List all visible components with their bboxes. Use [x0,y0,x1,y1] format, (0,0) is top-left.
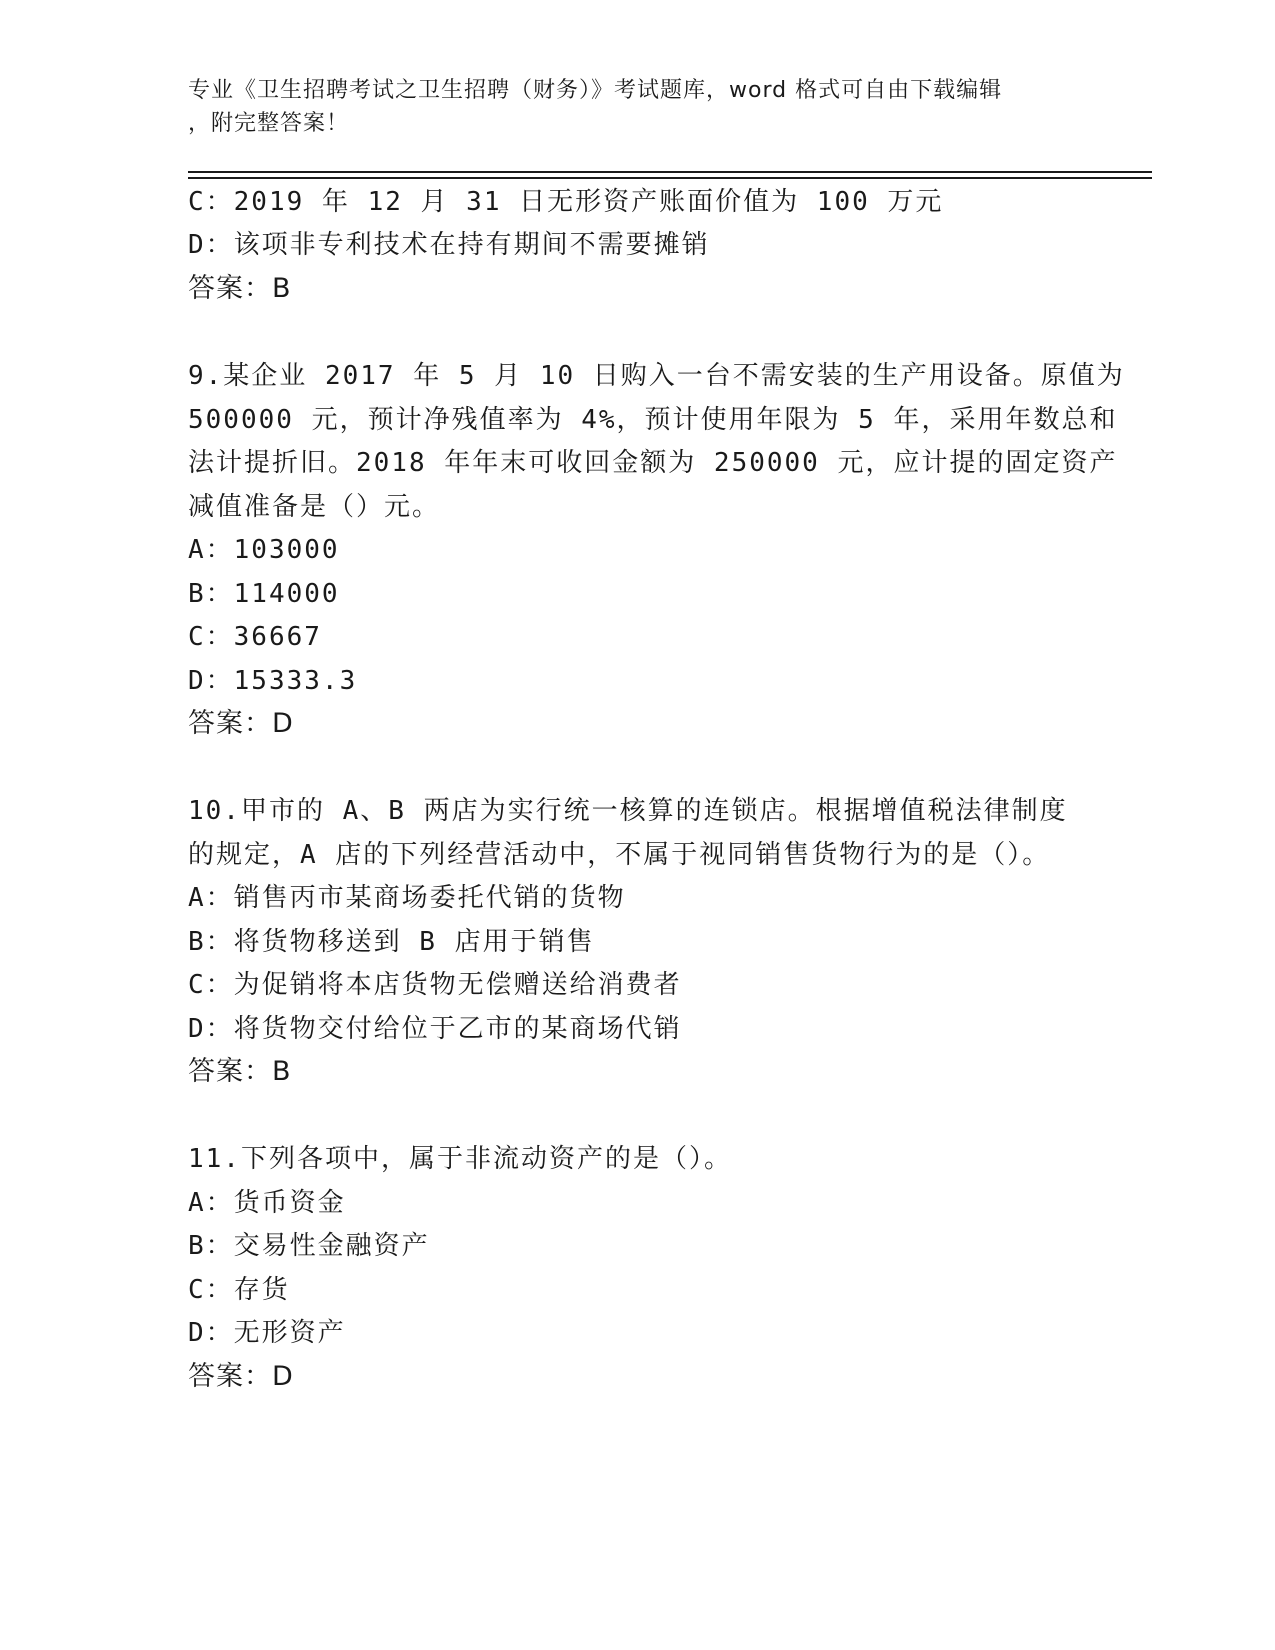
q9-option-c: C：36667 [188,622,322,652]
q9-stem-line-4: 减值准备是（）元。 [188,492,441,522]
q9-stem-line-2: 500000 元，预计净残值率为 4%，预计使用年限为 5 年，采用年数总和 [188,405,1118,435]
q9-option-d: D：15333.3 [188,666,358,696]
header-divider-bottom [188,177,1152,179]
q11-option-d: D：无形资产 [188,1318,346,1348]
partial-option-d: D：该项非专利技术在持有期间不需要摊销 [188,230,710,260]
header-divider-top [188,171,1152,173]
q9-answer: 答案：D [188,708,294,739]
header-line-2: ，附完整答案！ [188,111,350,136]
q9-option-a: A：103000 [188,535,340,565]
q10-stem-line-1: 10.甲市的 A、B 两店为实行统一核算的连锁店。根据增值税法律制度 [188,796,1068,826]
q11-option-c: C：存货 [188,1275,290,1305]
q9-stem-line-1: 9.某企业 2017 年 5 月 10 日购入一台不需安装的生产用设备。原值为 [188,361,1125,391]
q11-option-a: A：货币资金 [188,1188,346,1218]
q10-stem-line-2: 的规定，A 店的下列经营活动中，不属于视同销售货物行为的是（）。 [188,840,1051,870]
partial-answer: 答案：B [188,273,292,304]
header-line-1: 专业《卫生招聘考试之卫生招聘（财务）》考试题库，word 格式可自由下载编辑 [188,78,1003,103]
q10-option-a: A：销售丙市某商场委托代销的货物 [188,883,626,913]
q10-answer: 答案：B [188,1056,292,1087]
q11-option-b: B：交易性金融资产 [188,1231,430,1261]
partial-option-c: C：2019 年 12 月 31 日无形资产账面价值为 100 万元 [188,187,944,217]
q10-option-b: B：将货物移送到 B 店用于销售 [188,927,595,957]
q11-stem: 11.下列各项中，属于非流动资产的是（）。 [188,1144,732,1174]
q9-option-b: B：114000 [188,579,340,609]
q9-stem-line-3: 法计提折旧。2018 年年末可收回金额为 250000 元，应计提的固定资产 [188,448,1118,478]
document-header [188,74,1078,140]
q10-option-c: C：为促销将本店货物无偿赠送给消费者 [188,970,682,1000]
q10-option-d: D：将货物交付给位于乙市的某商场代销 [188,1014,682,1044]
q11-answer: 答案：D [188,1361,294,1392]
